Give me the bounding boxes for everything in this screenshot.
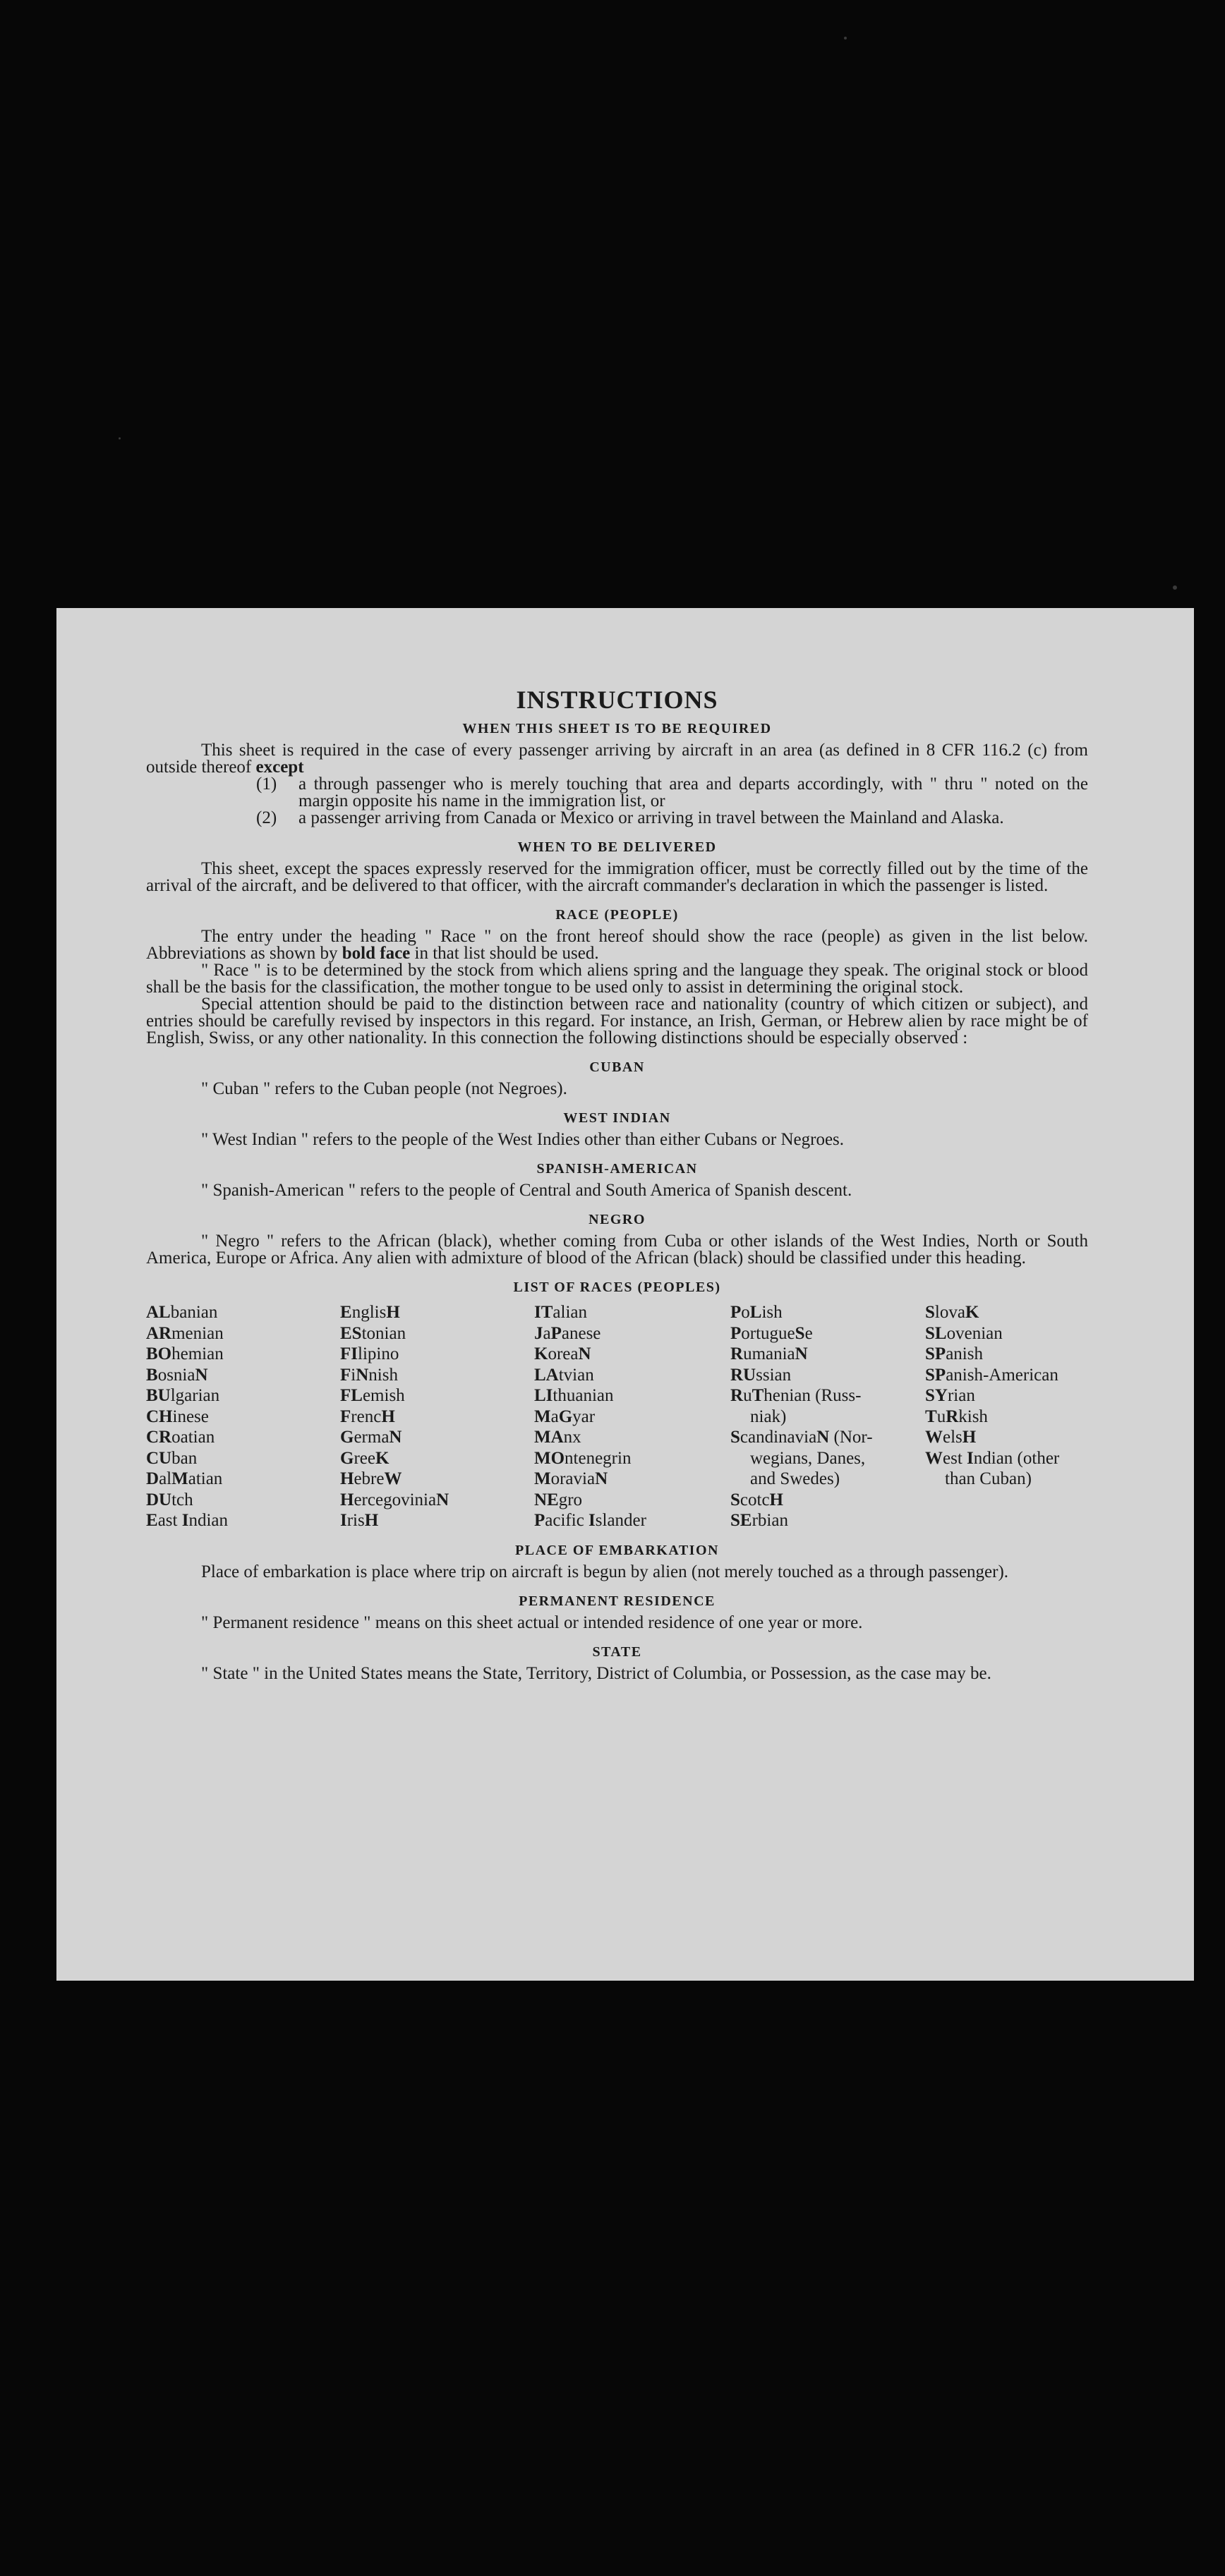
race-entry: EStonian bbox=[340, 1323, 406, 1343]
race-entry: PoLish bbox=[730, 1303, 783, 1322]
race-entry: SLovenian bbox=[925, 1323, 1003, 1343]
race-entry: West Indian (other bbox=[925, 1448, 1060, 1468]
section-heading-residence: PERMANENT RESIDENCE bbox=[519, 1593, 716, 1609]
race-paragraph-1: The entry under the heading " Race " on the front hereof should show the race (people) as given in the list below. Abbreviations as shown by bold face in that list should be used. bbox=[146, 927, 1088, 963]
race-entry: RumaniaN bbox=[730, 1344, 808, 1363]
section-heading-when-delivered: WHEN TO BE DELIVERED bbox=[517, 839, 717, 855]
race-entry-continuation: and Swedes) bbox=[750, 1469, 840, 1488]
race-entry: FLemish bbox=[340, 1386, 405, 1405]
section-heading-races-list: LIST OF RACES (PEOPLES) bbox=[513, 1280, 721, 1295]
race-entry: PortugueSe bbox=[730, 1323, 813, 1343]
race-entry: SlovaK bbox=[925, 1303, 979, 1322]
clause-2: (2) a passenger arriving from Canada or Mexico or arriving in travel between the Mainland and Alaska. bbox=[256, 808, 1004, 827]
scan-speck bbox=[844, 37, 847, 40]
race-entry: East Indian bbox=[146, 1511, 228, 1530]
cuban-text: " Cuban " refers to the Cuban people (not Negroes). bbox=[201, 1079, 567, 1098]
races-column-5 bbox=[925, 1302, 1088, 1531]
race-entry: ScotcH bbox=[730, 1490, 783, 1509]
race-entry: GreeK bbox=[340, 1448, 390, 1468]
race-entry: DalMatian bbox=[146, 1469, 223, 1488]
instruction-sheet bbox=[56, 608, 1194, 1981]
race-entry: WelsH bbox=[925, 1428, 977, 1447]
race-entry: LIthuanian bbox=[534, 1386, 614, 1405]
scan-speck bbox=[1173, 585, 1177, 590]
residence-text: " Permanent residence " means on this sheet actual or intended residence of one year or more. bbox=[201, 1612, 863, 1632]
spanish-american-text: " Spanish-American " refers to the people of Central and South America of Spanish descent. bbox=[201, 1181, 852, 1200]
section-heading-west-indian: WEST INDIAN bbox=[563, 1110, 671, 1126]
race-entry: CHinese bbox=[146, 1407, 209, 1426]
race-entry: CUban bbox=[146, 1448, 198, 1468]
races-column-4 bbox=[730, 1302, 925, 1531]
race-entry: ARmenian bbox=[146, 1323, 224, 1343]
race-entry-continuation: niak) bbox=[750, 1407, 787, 1426]
race-entry: RuThenian (Russ- bbox=[730, 1386, 862, 1405]
race-entry: FIlipino bbox=[340, 1344, 399, 1363]
section-heading-cuban: CUBAN bbox=[589, 1059, 645, 1075]
when-delivered-text: This sheet, except the spaces expressly reserved for the immigration officer, must be correctly filled out by the time of the arrival of the aircraft, and be delivered to that officer, with the aircraft commander's declaration in which the passenger is listed. bbox=[146, 859, 1088, 895]
state-text: " State " in the United States means the State, Territory, District of Columbia, or Possession, as the case may be. bbox=[201, 1663, 991, 1683]
race-entry: ITalian bbox=[534, 1303, 587, 1322]
section-heading-state: STATE bbox=[592, 1644, 642, 1660]
races-column-3 bbox=[534, 1302, 730, 1531]
race-entry: HercegoviniaN bbox=[340, 1490, 449, 1509]
race-entry: SYrian bbox=[925, 1386, 975, 1405]
race-entry: ScandinaviaN (Nor- bbox=[730, 1428, 873, 1447]
race-entry: BosniaN bbox=[146, 1365, 208, 1385]
race-entry: MOntenegrin bbox=[534, 1448, 632, 1468]
race-entry-continuation: wegians, Danes, bbox=[750, 1448, 866, 1468]
race-entry: DUtch bbox=[146, 1490, 193, 1509]
race-entry: FiNnish bbox=[340, 1365, 398, 1385]
races-column-2 bbox=[340, 1302, 534, 1531]
race-entry: SPanish bbox=[925, 1344, 983, 1363]
race-entry: IrisH bbox=[340, 1511, 379, 1530]
section-heading-race: RACE (PEOPLE) bbox=[555, 907, 679, 923]
race-entry: RUssian bbox=[730, 1365, 792, 1385]
race-paragraph-3: Special attention should be paid to the distinction between race and nationality (country of which citizen or subject), and entries should be carefully revised by inspectors in this regard. For instance, an Irish, German, or Hebrew alien by race might be of English, Swiss, or any other nationality. In this connection the following distinctions should be especially observed : bbox=[146, 995, 1088, 1047]
race-entry: SErbian bbox=[730, 1511, 788, 1530]
embarkation-text: Place of embarkation is place where trip on aircraft is begun by alien (not merely touched as a through passenger). bbox=[201, 1562, 1009, 1581]
races-list bbox=[146, 1302, 1088, 1531]
race-entry: LAtvian bbox=[534, 1365, 594, 1385]
race-entry: JaPanese bbox=[534, 1323, 601, 1343]
race-entry: TuRkish bbox=[925, 1407, 988, 1426]
clause-1: (1) a through passenger who is merely touching that area and departs accordingly, with " thru " noted on the margin opposite his name in the immigration list, or bbox=[256, 774, 1088, 810]
when-required-intro: This sheet is required in the case of every passenger arriving by aircraft in an area (as defined in 8 CFR 116.2 (c) from outside thereof except bbox=[146, 741, 1088, 777]
race-entry: CRoatian bbox=[146, 1428, 215, 1447]
race-entry: HebreW bbox=[340, 1469, 402, 1488]
negro-text: " Negro " refers to the African (black), whether coming from Cuba or other islands of the West Indies, North or South America, Europe or Africa. Any alien with admixture of blood of the African (black) should be classified under this heading. bbox=[146, 1232, 1088, 1268]
section-heading-when-required: WHEN THIS SHEET IS TO BE REQUIRED bbox=[462, 721, 772, 736]
section-heading-embarkation: PLACE OF EMBARKATION bbox=[515, 1542, 719, 1558]
scan-speck bbox=[119, 437, 121, 439]
section-heading-spanish-american: SPANISH-AMERICAN bbox=[536, 1161, 698, 1177]
race-paragraph-2: " Race " is to be determined by the stock from which aliens spring and the language they speak. The original stock or blood shall be the basis for the classification, the mother tongue to be used only to assist in determining the original stock. bbox=[146, 961, 1088, 997]
except-emphasis: except bbox=[255, 758, 304, 777]
race-entry: Pacific Islander bbox=[534, 1511, 646, 1530]
west-indian-text: " West Indian " refers to the people of the West Indies other than either Cubans or Negroes. bbox=[201, 1130, 845, 1149]
race-entry: EnglisH bbox=[340, 1303, 400, 1322]
section-heading-negro: NEGRO bbox=[589, 1212, 646, 1227]
race-entry: SPanish-American bbox=[925, 1365, 1058, 1385]
race-entry: BOhemian bbox=[146, 1344, 224, 1363]
race-entry: FrencH bbox=[340, 1407, 395, 1426]
race-entry: MaGyar bbox=[534, 1407, 596, 1426]
race-entry: NEgro bbox=[534, 1490, 583, 1509]
race-entry: KoreaN bbox=[534, 1344, 591, 1363]
page-title: INSTRUCTIONS bbox=[516, 686, 718, 714]
races-column-1 bbox=[146, 1302, 340, 1531]
race-entry: BUlgarian bbox=[146, 1386, 220, 1405]
race-entry: MoraviaN bbox=[534, 1469, 608, 1488]
race-entry: MAnx bbox=[534, 1428, 581, 1447]
race-entry: ALbanian bbox=[146, 1303, 218, 1322]
race-entry-continuation: than Cuban) bbox=[945, 1469, 1032, 1488]
race-entry: GermaN bbox=[340, 1428, 402, 1447]
